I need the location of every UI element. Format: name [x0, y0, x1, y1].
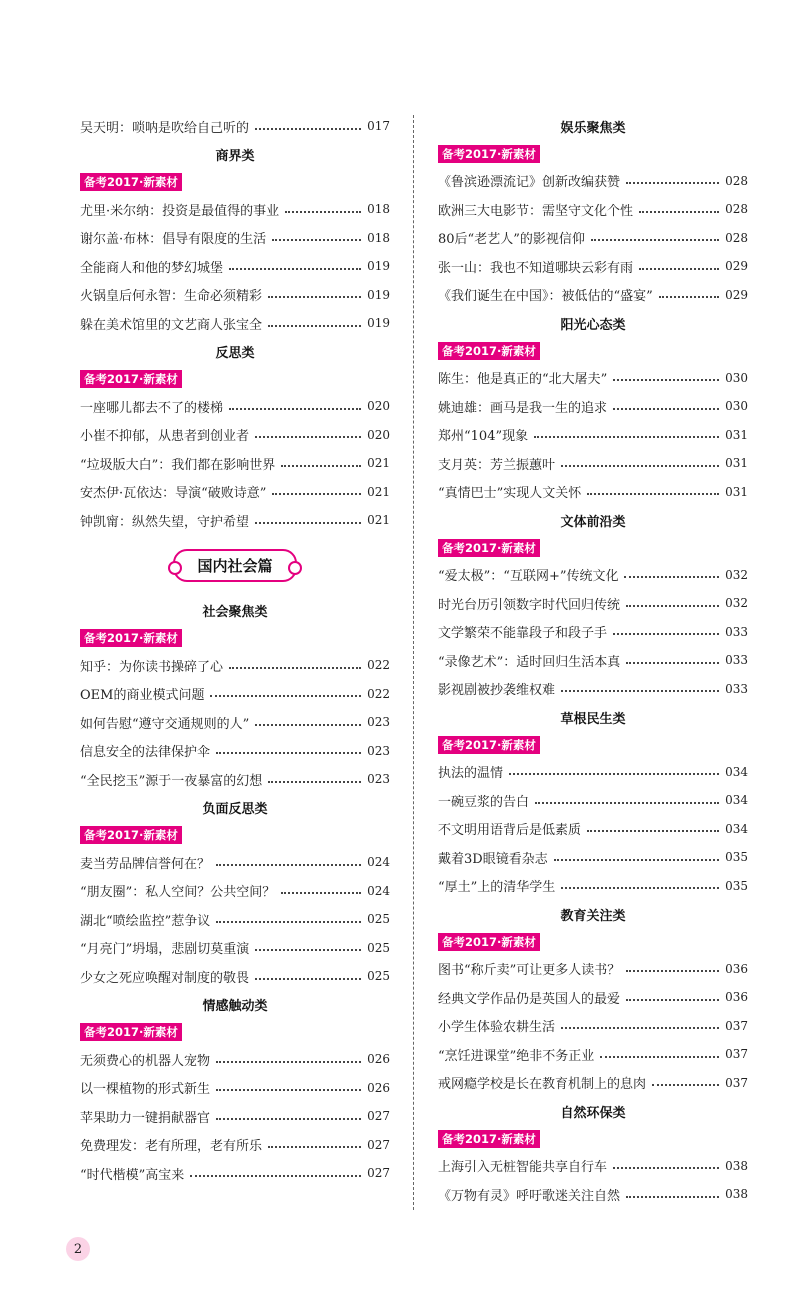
new-material-badge: 备考2017·新素材 — [80, 370, 182, 388]
toc-entry[interactable] — [80, 421, 390, 450]
entry-title: “录像艺术”：适时回归生活本真 — [438, 654, 621, 670]
dot-leader — [272, 492, 361, 495]
entry-page: 036 — [725, 961, 748, 976]
toc-entry[interactable] — [80, 708, 390, 737]
toc-entry[interactable] — [80, 224, 390, 253]
entry-page: 019 — [367, 259, 390, 274]
entry-title: 谢尔盖·布林：倡导有限度的生活 — [80, 232, 267, 248]
entry-title: 《鲁滨逊漂流记》创新改编获赞 — [438, 175, 621, 191]
new-material-badge: 备考2017·新素材 — [438, 1130, 540, 1148]
dot-leader — [626, 1195, 719, 1198]
entry-title: 钟凯甯：纵然失望，守护希望 — [80, 514, 250, 530]
entry-page: 021 — [367, 456, 390, 471]
dot-leader — [613, 407, 719, 410]
entry-page: 028 — [725, 230, 748, 245]
entry-page: 023 — [367, 715, 390, 730]
toc-entry[interactable] — [438, 1180, 748, 1209]
category-heading: 教育关注类 — [560, 908, 626, 924]
entry-page: 024 — [367, 855, 390, 870]
toc-entry[interactable] — [80, 680, 390, 709]
entry-page: 027 — [367, 1166, 390, 1181]
entry-page: 033 — [725, 653, 748, 668]
dot-leader — [216, 920, 361, 923]
entry-page: 036 — [725, 990, 748, 1005]
entry-title: “全民挖玉”源于一夜暴富的幻想 — [80, 773, 263, 789]
toc-entry[interactable] — [80, 1159, 390, 1188]
dot-leader — [229, 666, 361, 669]
dot-leader — [210, 694, 361, 697]
badge-row — [80, 822, 390, 848]
entry-page: 031 — [725, 484, 748, 499]
dot-leader — [216, 863, 361, 866]
toc-entry[interactable] — [438, 983, 748, 1012]
entry-title: 尤里·米尔纳：投资是最值得的事业 — [80, 203, 280, 219]
new-material-badge: 备考2017·新素材 — [80, 173, 182, 191]
dot-leader — [626, 181, 719, 184]
dot-leader — [626, 998, 719, 1001]
toc-entry[interactable] — [438, 224, 748, 253]
entry-page: 020 — [367, 427, 390, 442]
new-material-badge: 备考2017·新素材 — [438, 145, 540, 163]
page-number: 2 — [66, 1237, 90, 1261]
entry-title: 执法的温情 — [438, 766, 504, 782]
entry-title: 时光台历引领数字时代回归传统 — [438, 597, 621, 613]
entry-title: 张一山：我也不知道哪块云彩有雨 — [438, 260, 634, 276]
entry-title: “烹饪进课堂”绝非不务正业 — [438, 1048, 595, 1064]
toc-entry[interactable] — [80, 195, 390, 224]
dot-leader — [613, 1166, 719, 1169]
right-column — [438, 112, 748, 1209]
dot-leader — [626, 604, 719, 607]
entry-page: 027 — [367, 1109, 390, 1124]
entry-page: 017 — [367, 119, 390, 134]
toc-entry[interactable] — [80, 848, 390, 877]
badge-row — [438, 929, 748, 955]
toc-entry[interactable] — [438, 1040, 748, 1069]
toc-entry[interactable] — [438, 843, 748, 872]
dot-leader — [216, 1117, 361, 1120]
entry-title: 经典文学作品仍是英国人的最爱 — [438, 991, 621, 1007]
badge-row — [438, 338, 748, 364]
dot-leader — [639, 210, 719, 213]
entry-page: 026 — [367, 1052, 390, 1067]
new-material-badge: 备考2017·新素材 — [438, 933, 540, 951]
entry-page: 031 — [725, 427, 748, 442]
entry-title: 知乎：为你读书操碎了心 — [80, 659, 224, 675]
toc-entry[interactable] — [80, 1074, 390, 1103]
dot-leader — [626, 969, 719, 972]
toc-entry[interactable] — [80, 962, 390, 991]
toc-entry[interactable] — [438, 364, 748, 393]
entry-title: 躲在美术馆里的文艺商人张宝全 — [80, 317, 263, 333]
dot-leader — [624, 575, 719, 578]
entry-page: 024 — [367, 883, 390, 898]
dot-leader — [535, 801, 719, 804]
dot-leader — [639, 267, 719, 270]
badge-row — [80, 625, 390, 651]
toc-entry[interactable] — [80, 651, 390, 680]
badge-row — [80, 169, 390, 195]
badge-row — [80, 366, 390, 392]
category-heading: 社会聚焦类 — [202, 605, 268, 621]
entry-page: 019 — [367, 316, 390, 331]
entry-page: 025 — [367, 940, 390, 955]
dot-leader — [613, 632, 719, 635]
toc-entry[interactable] — [80, 252, 390, 281]
dot-leader — [255, 723, 361, 726]
entry-title: “厚土”上的清华学生 — [438, 880, 556, 896]
category-heading: 情感触动类 — [202, 999, 268, 1015]
toc-entry[interactable] — [438, 252, 748, 281]
toc-entry[interactable] — [438, 478, 748, 507]
entry-page: 038 — [725, 1187, 748, 1202]
entry-page: 019 — [367, 287, 390, 302]
toc-entry[interactable] — [438, 872, 748, 901]
toc-entry[interactable] — [438, 1069, 748, 1098]
entry-title: 无须费心的机器人宠物 — [80, 1053, 211, 1069]
entry-title: 《万物有灵》呼吁歌迷关注自然 — [438, 1188, 621, 1204]
dot-leader — [268, 780, 361, 783]
category-heading: 文体前沿类 — [560, 514, 626, 530]
entry-title: 以一棵植物的形式新生 — [80, 1082, 211, 1098]
category-heading: 草根民生类 — [560, 711, 626, 727]
dot-leader — [229, 407, 361, 410]
entry-title: 安杰伊·瓦依达：导演“破败诗意” — [80, 486, 267, 502]
dot-leader — [600, 1055, 719, 1058]
entry-title: “垃圾版大白”：我们都在影响世界 — [80, 457, 276, 473]
category-heading: 阳光心态类 — [560, 317, 626, 333]
entry-page: 025 — [367, 969, 390, 984]
toc-entry[interactable] — [438, 646, 748, 675]
entry-title: 陈生：他是真正的“北大屠夫” — [438, 372, 608, 388]
entry-title: 少女之死应唤醒对制度的敬畏 — [80, 970, 250, 986]
dot-leader — [229, 267, 361, 270]
new-material-badge: 备考2017·新素材 — [438, 539, 540, 557]
entry-title: 影视剧被抄袭维权难 — [438, 683, 556, 699]
dot-leader — [554, 858, 719, 861]
entry-page: 029 — [725, 259, 748, 274]
entry-page: 037 — [725, 1075, 748, 1090]
entry-title: “朋友圈”：私人空间？公共空间？ — [80, 885, 276, 901]
entry-page: 032 — [725, 567, 748, 582]
toc-entry[interactable] — [80, 506, 390, 535]
entry-page: 028 — [725, 173, 748, 188]
left-column — [80, 112, 390, 1188]
entry-page: 034 — [725, 764, 748, 779]
entry-title: 一座哪儿都去不了的楼梯 — [80, 400, 224, 416]
toc-entry[interactable] — [80, 1102, 390, 1131]
entry-page: 037 — [725, 1047, 748, 1062]
dot-leader — [534, 435, 719, 438]
toc-entry[interactable] — [80, 905, 390, 934]
entry-page: 035 — [725, 850, 748, 865]
dot-leader — [587, 492, 719, 495]
dot-leader — [285, 210, 361, 213]
dot-leader — [268, 324, 361, 327]
toc-entry[interactable] — [438, 955, 748, 984]
entry-page: 031 — [725, 456, 748, 471]
toc-entry[interactable] — [438, 675, 748, 704]
category-heading: 娱乐聚焦类 — [560, 120, 626, 136]
dot-leader — [613, 378, 719, 381]
entry-page: 021 — [367, 513, 390, 528]
entry-page: 020 — [367, 399, 390, 414]
toc-entry[interactable] — [438, 758, 748, 787]
toc-entry[interactable] — [438, 589, 748, 618]
entry-title: 戴着3D眼镜看杂志 — [438, 851, 548, 867]
dot-leader — [268, 1145, 361, 1148]
toc-entry[interactable] — [438, 195, 748, 224]
badge-row — [438, 1126, 748, 1152]
toc-entry[interactable] — [438, 1012, 748, 1041]
entry-title: 图书“称斤卖”可让更多人读书？ — [438, 963, 621, 979]
entry-title: 文学繁荣不能靠段子和段子手 — [438, 626, 608, 642]
toc-entry[interactable] — [438, 786, 748, 815]
dot-leader — [561, 689, 719, 692]
new-material-badge: 备考2017·新素材 — [438, 736, 540, 754]
toc-entry[interactable] — [80, 737, 390, 766]
entry-title: 80后“老艺人”的影视信仰 — [438, 232, 585, 248]
dot-leader — [591, 238, 719, 241]
new-material-badge: 备考2017·新素材 — [80, 1023, 182, 1041]
entry-page: 030 — [725, 370, 748, 385]
entry-page: 022 — [367, 658, 390, 673]
dot-leader — [281, 464, 361, 467]
toc-entry[interactable] — [80, 934, 390, 963]
section-title: 国内社会篇 — [173, 549, 296, 582]
entry-title: 一碗豆浆的告白 — [438, 794, 530, 810]
toc-entry[interactable] — [80, 478, 390, 507]
entry-page: 033 — [725, 681, 748, 696]
entry-title: 姚迪雄：画马是我一生的追求 — [438, 400, 608, 416]
entry-page: 025 — [367, 912, 390, 927]
entry-page: 022 — [367, 686, 390, 701]
entry-title: 麦当劳品牌信誉何在？ — [80, 856, 211, 872]
toc-entry[interactable] — [438, 815, 748, 844]
entry-page: 030 — [725, 399, 748, 414]
entry-title: 免费理发：老有所理，老有所乐 — [80, 1139, 263, 1155]
dot-leader — [255, 435, 361, 438]
entry-title: 上海引入无桩智能共享自行车 — [438, 1160, 608, 1176]
new-material-badge: 备考2017·新素材 — [438, 342, 540, 360]
entry-title: 信息安全的法律保护伞 — [80, 745, 211, 761]
entry-page: 023 — [367, 772, 390, 787]
badge-row — [80, 1019, 390, 1045]
toc-entry[interactable] — [80, 877, 390, 906]
entry-page: 035 — [725, 878, 748, 893]
badge-row — [438, 141, 748, 167]
entry-page: 033 — [725, 624, 748, 639]
entry-title: 郑州“104”现象 — [438, 429, 529, 445]
dot-leader — [255, 127, 361, 130]
entry-title: “时代楷模”高宝来 — [80, 1167, 185, 1183]
dot-leader — [626, 661, 719, 664]
category-heading: 自然环保类 — [560, 1105, 626, 1121]
toc-entry[interactable] — [438, 281, 748, 310]
entry-title: 火锅皇后何永智：生命必须精彩 — [80, 289, 263, 305]
toc-entry[interactable] — [80, 449, 390, 478]
toc-entry[interactable] — [80, 1131, 390, 1160]
entry-page: 023 — [367, 743, 390, 758]
column-divider — [413, 115, 414, 1210]
toc-entry[interactable] — [80, 765, 390, 794]
toc-entry[interactable] — [438, 421, 748, 450]
entry-page: 037 — [725, 1018, 748, 1033]
new-material-badge: 备考2017·新素材 — [80, 826, 182, 844]
dot-leader — [216, 751, 361, 754]
dot-leader — [561, 1026, 719, 1029]
entry-title: 全能商人和他的梦幻城堡 — [80, 260, 224, 276]
category-heading: 负面反思类 — [202, 802, 268, 818]
toc-entry[interactable] — [80, 112, 390, 141]
dot-leader — [561, 464, 719, 467]
entry-title: “爱太极”：“互联网+”传统文化 — [438, 569, 619, 585]
entry-title: “月亮门”坍塌，悲剧切莫重演 — [80, 942, 250, 958]
entry-page: 018 — [367, 202, 390, 217]
entry-page: 038 — [725, 1158, 748, 1173]
entry-page: 018 — [367, 230, 390, 245]
toc-entry[interactable] — [80, 281, 390, 310]
dot-leader — [652, 1083, 719, 1086]
toc-entry[interactable] — [438, 618, 748, 647]
entry-title: “真情巴士”实现人文关怀 — [438, 486, 582, 502]
toc-entry[interactable] — [80, 1045, 390, 1074]
dot-leader — [268, 295, 361, 298]
entry-title: 小崔不抑郁，从患者到创业者 — [80, 429, 250, 445]
dot-leader — [659, 295, 719, 298]
entry-title: 支月英：芳兰振蕙叶 — [438, 457, 556, 473]
toc-entry[interactable] — [438, 449, 748, 478]
entry-page: 027 — [367, 1137, 390, 1152]
dot-leader — [509, 772, 719, 775]
toc-entry[interactable] — [438, 392, 748, 421]
entry-page: 021 — [367, 484, 390, 499]
entry-title: 戒网瘾学校是长在教育机制上的息肉 — [438, 1077, 647, 1093]
dot-leader — [216, 1060, 361, 1063]
dot-leader — [587, 829, 719, 832]
dot-leader — [255, 977, 361, 980]
entry-title: OEM的商业模式问题 — [80, 688, 205, 704]
category-heading: 反思类 — [215, 346, 255, 362]
entry-title: 湖北“喷绘监控”惹争议 — [80, 913, 211, 929]
dot-leader — [190, 1174, 361, 1177]
dot-leader — [281, 891, 361, 894]
toc-entry[interactable] — [438, 1152, 748, 1181]
entry-page: 034 — [725, 821, 748, 836]
entry-title: 《我们诞生在中国》：被低估的“盛宴” — [438, 289, 653, 305]
category-heading: 商界类 — [215, 149, 255, 165]
toc-entry[interactable] — [80, 309, 390, 338]
entry-title: 如何告慰“遵守交通规则的人” — [80, 716, 250, 732]
badge-row — [438, 535, 748, 561]
entry-page: 026 — [367, 1080, 390, 1095]
entry-title: 苹果助力一键捐献器官 — [80, 1110, 211, 1126]
entry-page: 034 — [725, 793, 748, 808]
dot-leader — [255, 521, 361, 524]
dot-leader — [272, 238, 361, 241]
section-heading — [80, 535, 390, 597]
toc-entry[interactable] — [438, 561, 748, 590]
entry-page: 032 — [725, 596, 748, 611]
entry-title: 吴天明：唢呐是吹给自己听的 — [80, 120, 250, 136]
dot-leader — [255, 948, 361, 951]
new-material-badge: 备考2017·新素材 — [80, 629, 182, 647]
entry-title: 欧洲三大电影节：需坚守文化个性 — [438, 203, 634, 219]
badge-row — [438, 732, 748, 758]
dot-leader — [561, 886, 719, 889]
toc-entry[interactable] — [80, 392, 390, 421]
entry-page: 029 — [725, 287, 748, 302]
entry-page: 028 — [725, 202, 748, 217]
dot-leader — [216, 1088, 361, 1091]
entry-title: 不文明用语背后是低素质 — [438, 823, 582, 839]
toc-entry[interactable] — [438, 167, 748, 196]
entry-title: 小学生体验农耕生活 — [438, 1020, 556, 1036]
